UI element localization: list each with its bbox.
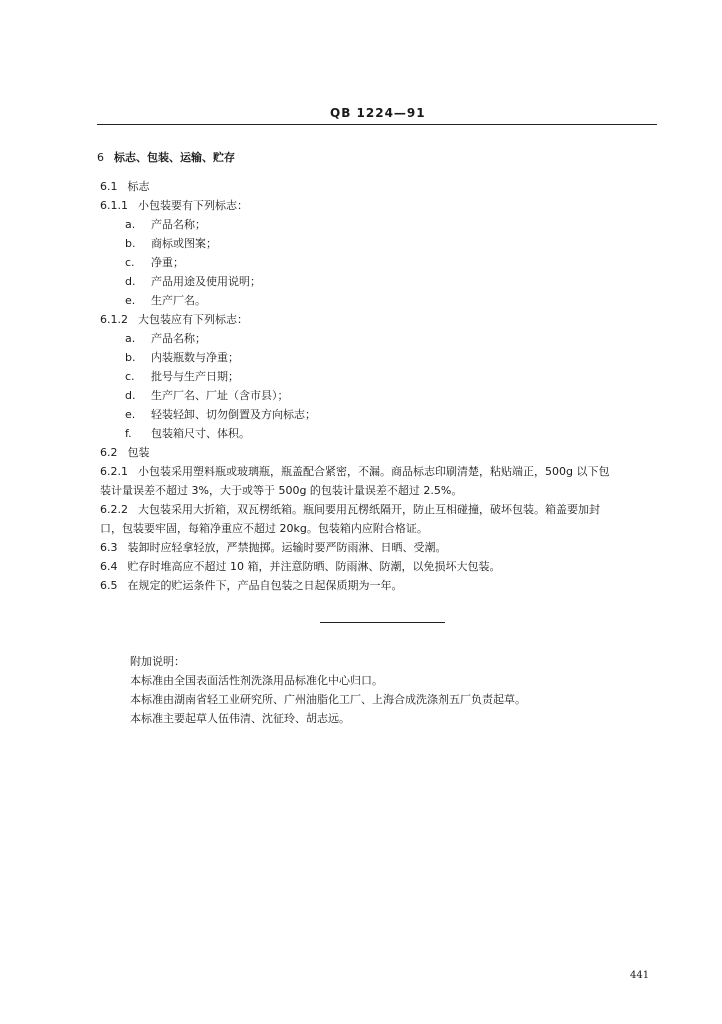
clause-text: 小包装采用塑料瓶或玻璃瓶，瓶盖配合紧密，不漏。商品标志印刷清楚，粘贴端正，500g 以下包 bbox=[138, 465, 610, 478]
list-letter: a. bbox=[125, 332, 136, 345]
clause-text: 大包装采用大折箱，双瓦楞纸箱。瓶间要用瓦楞纸隔开，防止互相碰撞，破坏包装。箱盖要加封 bbox=[138, 503, 600, 516]
list-text: 生产厂名、厂址（含市县）； bbox=[151, 389, 289, 402]
clause-6-1-1 bbox=[100, 199, 248, 213]
clause-text: 大包装应有下列标志： bbox=[138, 313, 248, 326]
notes-line: 本标准由湖南省轻工业研究所、广州油脂化工厂、上海合成洗涤剂五厂负责起草。 bbox=[130, 693, 526, 706]
list-text: 包装箱尺寸、体积。 bbox=[151, 427, 250, 440]
subsection-number: 6.2 bbox=[100, 446, 118, 459]
list-letter: e. bbox=[125, 294, 136, 307]
list-text: 内装瓶数与净重； bbox=[151, 351, 239, 364]
list-letter: a. bbox=[125, 218, 136, 231]
clause-text: 小包装要有下列标志： bbox=[138, 199, 248, 212]
list-letter: c. bbox=[125, 370, 135, 383]
section-heading bbox=[97, 151, 235, 165]
subsection-title: 包装 bbox=[127, 446, 150, 459]
clause-text: 贮存时堆高应不超过 10 箱，并注意防晒、防雨淋、防潮，以免损坏大包装。 bbox=[127, 560, 501, 573]
list-item bbox=[125, 332, 206, 346]
subsection-heading-6-2 bbox=[100, 446, 150, 460]
list-item bbox=[125, 408, 316, 422]
clause-text: 装卸时应轻拿轻放，严禁抛掷。运输时要严防雨淋、日晒、受潮。 bbox=[127, 541, 447, 554]
clause-text: 在规定的贮运条件下，产品自包装之日起保质期为一年。 bbox=[127, 579, 403, 592]
subsection-number: 6.1 bbox=[100, 180, 118, 193]
clause-number: 6.4 bbox=[100, 560, 118, 573]
clause-number: 6.2.1 bbox=[100, 465, 128, 478]
list-letter: d. bbox=[125, 389, 136, 402]
subsection-title: 标志 bbox=[127, 180, 150, 193]
list-text: 产品用途及使用说明； bbox=[151, 275, 261, 288]
clause-number: 6.1.1 bbox=[100, 199, 128, 212]
list-text: 净重； bbox=[151, 256, 184, 269]
clause-6-2-2 bbox=[100, 503, 600, 517]
notes-line: 本标准由全国表面活性剂洗涤用品标准化中心归口。 bbox=[130, 674, 383, 687]
list-letter: f. bbox=[125, 427, 132, 440]
list-item bbox=[125, 389, 289, 403]
list-text: 轻装轻卸、切勿倒置及方向标志； bbox=[151, 408, 316, 421]
clause-continuation: 装计量误差不超过 3%，大于或等于 500g 的包装计量误差不超过 2.5%。 bbox=[100, 484, 463, 497]
list-text: 商标或图案； bbox=[151, 237, 217, 250]
clause-continuation: 口，包装要牢固，每箱净重应不超过 20kg。包装箱内应附合格证。 bbox=[100, 522, 428, 535]
list-item bbox=[125, 218, 206, 232]
notes-title: 附加说明： bbox=[130, 655, 185, 668]
list-item bbox=[125, 256, 184, 270]
list-item bbox=[125, 351, 239, 365]
page-number: 441 bbox=[630, 970, 650, 981]
clause-number: 6.3 bbox=[100, 541, 118, 554]
section-title: 标志、包装、运输、贮存 bbox=[114, 151, 235, 164]
clause-number: 6.2.2 bbox=[100, 503, 128, 516]
list-letter: b. bbox=[125, 351, 136, 364]
list-letter: b. bbox=[125, 237, 136, 250]
list-item bbox=[125, 237, 217, 251]
list-item bbox=[125, 275, 261, 289]
list-item bbox=[125, 294, 206, 308]
clause-number: 6.5 bbox=[100, 579, 118, 592]
end-divider bbox=[320, 622, 445, 623]
clause-number: 6.1.2 bbox=[100, 313, 128, 326]
list-text: 产品名称； bbox=[151, 218, 206, 231]
standard-code: QB 1224—91 bbox=[330, 106, 426, 120]
list-text: 产品名称； bbox=[151, 332, 206, 345]
list-letter: d. bbox=[125, 275, 136, 288]
list-text: 批号与生产日期； bbox=[151, 370, 239, 383]
list-letter: e. bbox=[125, 408, 136, 421]
clause-6-4 bbox=[100, 560, 501, 574]
clause-6-5 bbox=[100, 579, 403, 593]
list-item bbox=[125, 427, 250, 441]
clause-6-1-2 bbox=[100, 313, 248, 327]
clause-6-2-1 bbox=[100, 465, 609, 479]
list-letter: c. bbox=[125, 256, 135, 269]
list-text: 生产厂名。 bbox=[151, 294, 206, 307]
header-rule bbox=[97, 124, 657, 125]
subsection-heading-6-1 bbox=[100, 180, 150, 194]
list-item bbox=[125, 370, 239, 384]
clause-6-3 bbox=[100, 541, 447, 555]
notes-line: 本标准主要起草人伍伟清、沈征玲、胡志远。 bbox=[130, 712, 350, 725]
section-number: 6 bbox=[97, 151, 104, 164]
